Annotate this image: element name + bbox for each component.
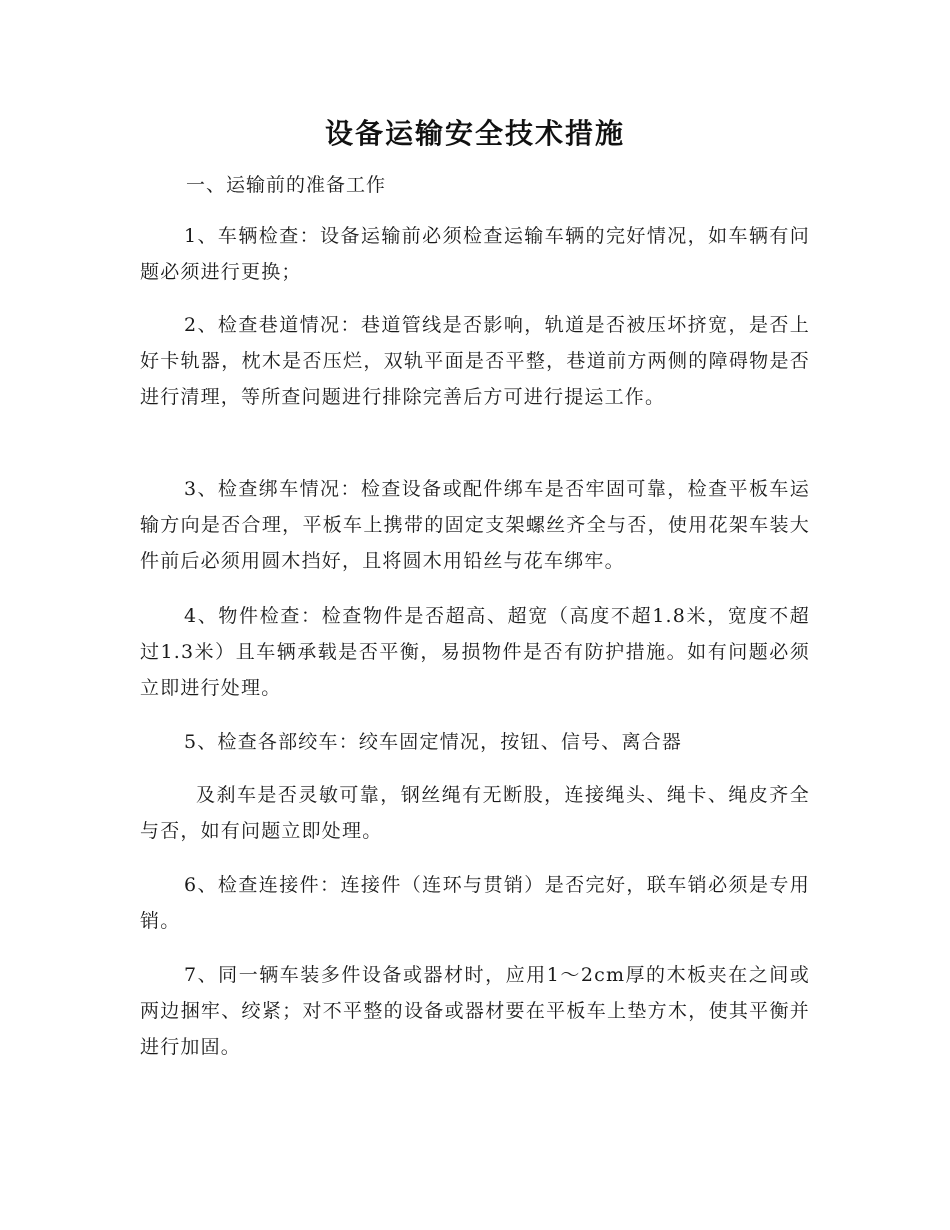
- paragraph-vehicle-check: 1、车辆检查：设备运输前必须检查运输车辆的完好情况，如车辆有问题必须进行更换；: [140, 225, 810, 283]
- paragraph-connector-check: 6、检查连接件：连接件（连环与贯销）是否完好，联车销必须是专用销。: [140, 874, 810, 932]
- paragraph-binding-check: 3、检查绑车情况：检查设备或配件绑车是否牢固可靠，检查平板车运输方向是否合理，平板车上携带的固定支架螺丝齐全与否，使用花架车装大件前后必须用圆木挡好，且将圆木用铅丝与花车绑牢。: [140, 478, 810, 572]
- paragraph-multiple-items: 7、同一辆车装多件设备或器材时，应用1～2cm厚的木板夹在之间或两边捆牢、绞紧；对不平整的设备或器材要在平板车上垫方木，使其平衡并进行加固。: [140, 964, 810, 1058]
- document-title: 设备运输安全技术措施: [324, 117, 625, 150]
- paragraph-winch-check-continued: 及刹车是否灵敏可靠，钢丝绳有无断股，连接绳头、绳卡、绳皮齐全与否，如有问题立即处理。: [140, 784, 810, 842]
- section-heading: 一、运输前的准备工作: [186, 174, 387, 196]
- paragraph-object-check: 4、物件检查：检查物件是否超高、超宽（高度不超1.8米，宽度不超过1.3米）且车辆承载是否平衡，易损物件是否有防护措施。如有问题必须立即进行处理。: [140, 605, 810, 699]
- paragraph-roadway-check: 2、检查巷道情况：巷道管线是否影响，轨道是否被压坏挤宽，是否上好卡轨器，枕木是否压烂，双轨平面是否平整，巷道前方两侧的障碍物是否进行清理，等所查问题进行排除完善后方可进行提运工作。: [140, 314, 810, 408]
- paragraph-winch-check: 5、检查各部绞车：绞车固定情况，按钮、信号、离合器: [184, 731, 683, 753]
